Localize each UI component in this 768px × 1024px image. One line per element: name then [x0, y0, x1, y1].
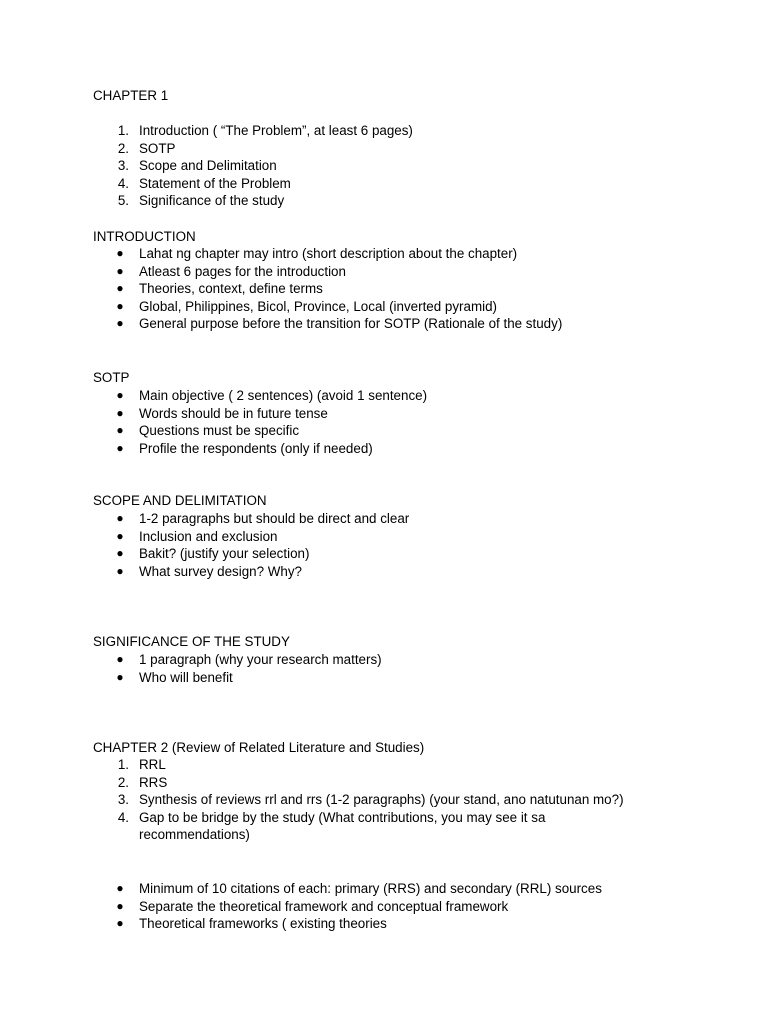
- significance-bullet-list: [0, 651, 768, 686]
- significance-heading: SIGNIFICANCE OF THE STUDY: [93, 634, 290, 649]
- scope-bullet-list: [0, 510, 768, 580]
- list-item: ● Theories, context, define terms: [116, 281, 323, 297]
- list-item: ● 1 paragraph (why your research matters): [116, 652, 382, 667]
- list-item: ● Main objective ( 2 sentences) (avoid 1 sentence): [116, 388, 428, 403]
- sotp-heading: SOTP: [93, 370, 130, 385]
- chapter2-bullet-list: [0, 880, 768, 933]
- introduction-heading: INTRODUCTION: [93, 229, 196, 244]
- list-item: ● What survey design? Why?: [116, 563, 302, 579]
- introduction-bullet-list: [0, 245, 768, 333]
- list-item: ● 1-2 paragraphs but should be direct and clear: [116, 511, 410, 526]
- list-item: 2. RRS: [117, 774, 168, 790]
- list-item: ● Separate the theoretical framework and conceptual framework: [116, 898, 509, 914]
- sotp-bullet-list: [0, 387, 768, 457]
- list-item: 4. Gap to be bridge by the study (What contributions, you may see it sa recommendations): [117, 809, 546, 843]
- list-item: 4. Statement of the Problem: [117, 175, 291, 191]
- list-item: ● Who will benefit: [116, 669, 233, 685]
- list-item: ● Theoretical frameworks ( existing theories: [116, 916, 387, 932]
- list-item: ● Atleast 6 pages for the introduction: [116, 263, 346, 279]
- list-item: 1. Introduction ( “The Problem”, at least 6 pages): [117, 123, 413, 138]
- chapter2-numbered-list: [0, 756, 768, 844]
- list-item: ● Words should be in future tense: [116, 405, 328, 421]
- list-item: ● Questions must be specific: [116, 423, 300, 439]
- list-item: ● Inclusion and exclusion: [116, 528, 278, 544]
- list-item: ● Lahat ng chapter may intro (short description about the chapter): [116, 246, 518, 261]
- list-item: 1. RRL: [117, 757, 166, 772]
- list-item: ● Bakit? (justify your selection): [116, 546, 310, 562]
- chapter1-numbered-list: [0, 122, 768, 210]
- list-item: 2. SOTP: [117, 140, 176, 156]
- list-item: ● Minimum of 10 citations of each: primary (RRS) and secondary (RRL) sources: [116, 881, 602, 896]
- list-item: 3. Synthesis of reviews rrl and rrs (1-2 paragraphs) (your stand, ano natutunan mo?): [117, 792, 624, 808]
- scope-heading: SCOPE AND DELIMITATION: [93, 493, 267, 508]
- chapter2-heading: CHAPTER 2 (Review of Related Literature and Studies): [93, 740, 425, 755]
- list-item: ● Global, Philippines, Bicol, Province, Local (inverted pyramid): [116, 298, 497, 314]
- list-item: 3. Scope and Delimitation: [117, 158, 277, 174]
- list-item: 5. Significance of the study: [117, 193, 285, 209]
- list-item: ● General purpose before the transition for SOTP (Rationale of the study): [116, 316, 563, 332]
- list-item: ● Profile the respondents (only if needed): [116, 440, 373, 456]
- chapter1-heading: CHAPTER 1: [93, 88, 169, 103]
